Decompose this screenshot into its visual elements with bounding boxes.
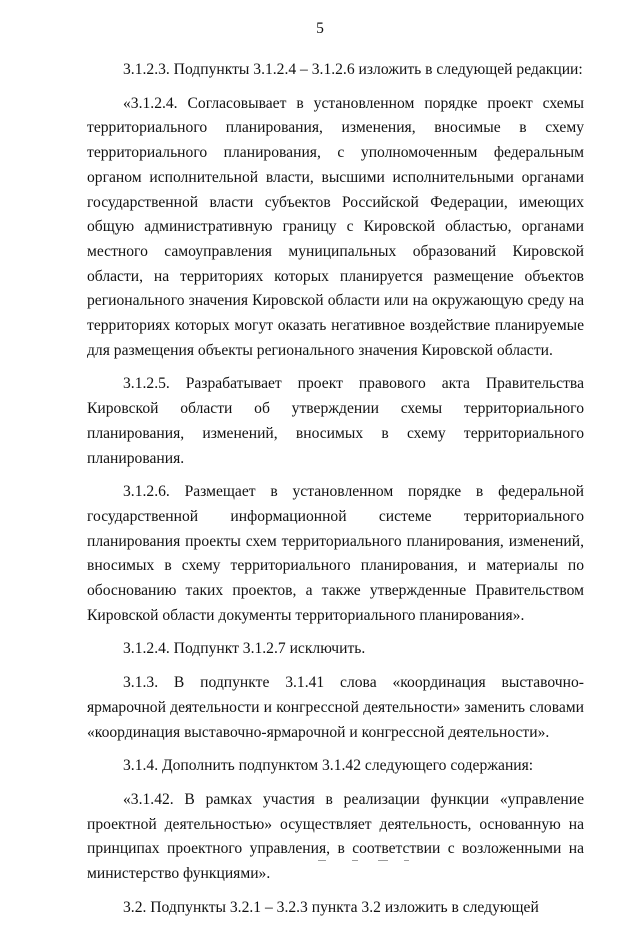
paragraph-3-1-2-3: 3.1.2.3. Подпункты 3.1.2.4 – 3.1.2.6 изложить в следующей редакции: xyxy=(123,61,583,78)
page-number: 5 xyxy=(316,20,324,37)
document-body xyxy=(87,58,584,927)
paragraph-3-1-2-6: 3.1.2.6. Размещает в установленном порядке в федеральной государственной информационной системе территориального планирования проекты схем территориального планирования, изменений, вносимых в схему территориального планирования, и материалы по обоснованию таких проектов, а также утвержденные Правительством Кировской области документы территориального планирования». xyxy=(87,483,584,624)
paragraph-3-1-2-5: 3.1.2.5. Разрабатывает проект правового акта Правительства Кировской области об утверждении схемы территориального планирования, изменений, вносимых в схему территориального планирования. xyxy=(87,375,584,467)
paragraph-3-1-2-4-quote: «3.1.2.4. Согласовывает в установленном порядке проект схемы территориального планирования, изменения, вносимые в схему территориального планирования, с уполномоченным федеральным органом исполнительной власти, высшими исполнительными органами государственной власти субъектов Российской Федерации, имеющих общую административную границу с Кировской областью, органами местного самоуправления муниципальных образований Кировской области, на территориях которых планируется размещение объектов регионального значения Кировской области или на окружающую среду на территориях которых могут оказать негативное воздействие планируемые для размещения объекты регионального значения Кировской области. xyxy=(87,94,584,359)
paragraph-3-2: 3.2. Подпункты 3.2.1 – 3.2.3 пункта 3.2 изложить в следующей xyxy=(123,898,539,916)
paragraph-3-1-42-quote: «3.1.42. В рамках участия в реализации функции «управление проектной деятельностью» осуществляет деятельность, основанную на принципах проектного управления, в соответствии с возложенными на министерство функциями». xyxy=(87,790,584,883)
paragraph-3-1-2-4-exclude: 3.1.2.4. Подпункт 3.1.2.7 исключить. xyxy=(123,640,366,658)
paragraph-3-1-3: 3.1.3. В подпункте 3.1.41 слова «координация выставочно-ярмарочной деятельности и конгрессной деятельности» заменить словами «координация выставочно-ярмарочной и конгрессной деятельности». xyxy=(87,674,584,741)
paragraph-3-1-4: 3.1.4. Дополнить подпунктом 3.1.42 следующего содержания: xyxy=(123,757,534,775)
scan-artifact xyxy=(300,860,440,864)
